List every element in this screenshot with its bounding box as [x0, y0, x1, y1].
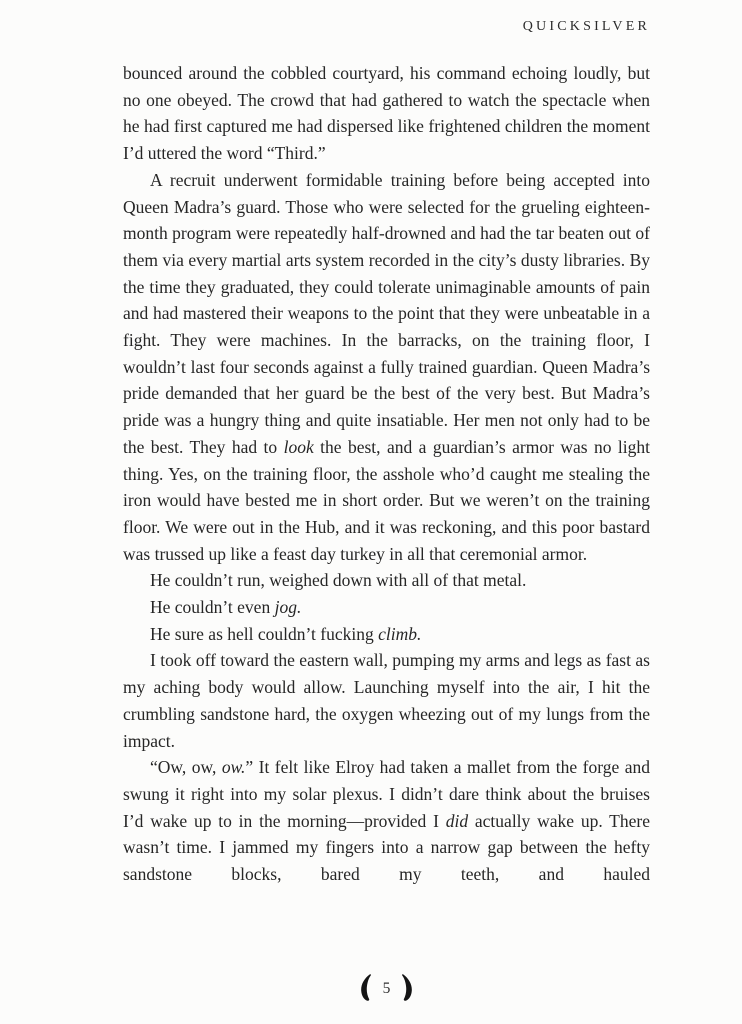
folio-ornament-right-icon	[401, 974, 413, 1001]
folio-ornament-left-icon	[360, 974, 372, 1001]
paragraph: “Ow, ow, ow.” It felt like Elroy had taken a mallet from the forge and swung it right into my solar plexus. I didn’t dare think about the bruises I’d wake up to in the morning—provided I did actually wake up. There wasn’t time. I jammed my fingers into a narrow gap between the hefty sandstone blocks, bared my teeth, and hauled	[123, 757, 650, 885]
page-body-text	[123, 60, 650, 888]
page-number: 5	[382, 979, 391, 997]
paragraph: He sure as hell couldn’t fucking climb.	[150, 623, 422, 644]
paragraph: A recruit underwent formidable training before being accepted into Queen Madra’s guard. Those who were selected for the grueling eighteen-month program were repeatedly half-drowned and had the tar beaten out of them via every martial arts system recorded in the city’s dusty libraries. By the time they graduated, they could tolerate unimaginable amounts of pain and had mastered their weapons to the point that they were unbeatable in a fight. They were machines. In the barracks, on the training floor, I wouldn’t last four seconds against a fully trained guardian. Queen Madra’s pride demanded that her guard be the best of the very best. But Madra’s pride was a hungry thing and quite insatiable. Her men not only had to be the best. They had to look the best, and a guardian’s armor was no light thing. Yes, on the training floor, the asshole who’d caught me stealing the iron would have bested me in short order. But we weren’t on the training floor. We were out in the Hub, and it was reckoning, and this poor bastard was trussed up like a feast day turkey in all that ceremonial armor.	[123, 169, 651, 564]
paragraph: He couldn’t even jog.	[150, 597, 302, 618]
running-header-title: QUICKSILVER	[522, 19, 650, 34]
page-footer	[123, 974, 650, 1001]
paragraph: He couldn’t run, weighed down with all of that metal.	[150, 570, 527, 591]
paragraph: I took off toward the eastern wall, pumping my arms and legs as fast as my aching body would allow. Launching myself into the air, I hit the crumbling sandstone hard, the oxygen wheezing out of my lungs from the impact.	[123, 650, 650, 751]
paragraph: bounced around the cobbled courtyard, his command echoing loudly, but no one obeyed. The crowd that had gathered to watch the spectacle when he had first captured me had dispersed like frightened children the moment I’d uttered the word “Third.”	[123, 63, 650, 164]
